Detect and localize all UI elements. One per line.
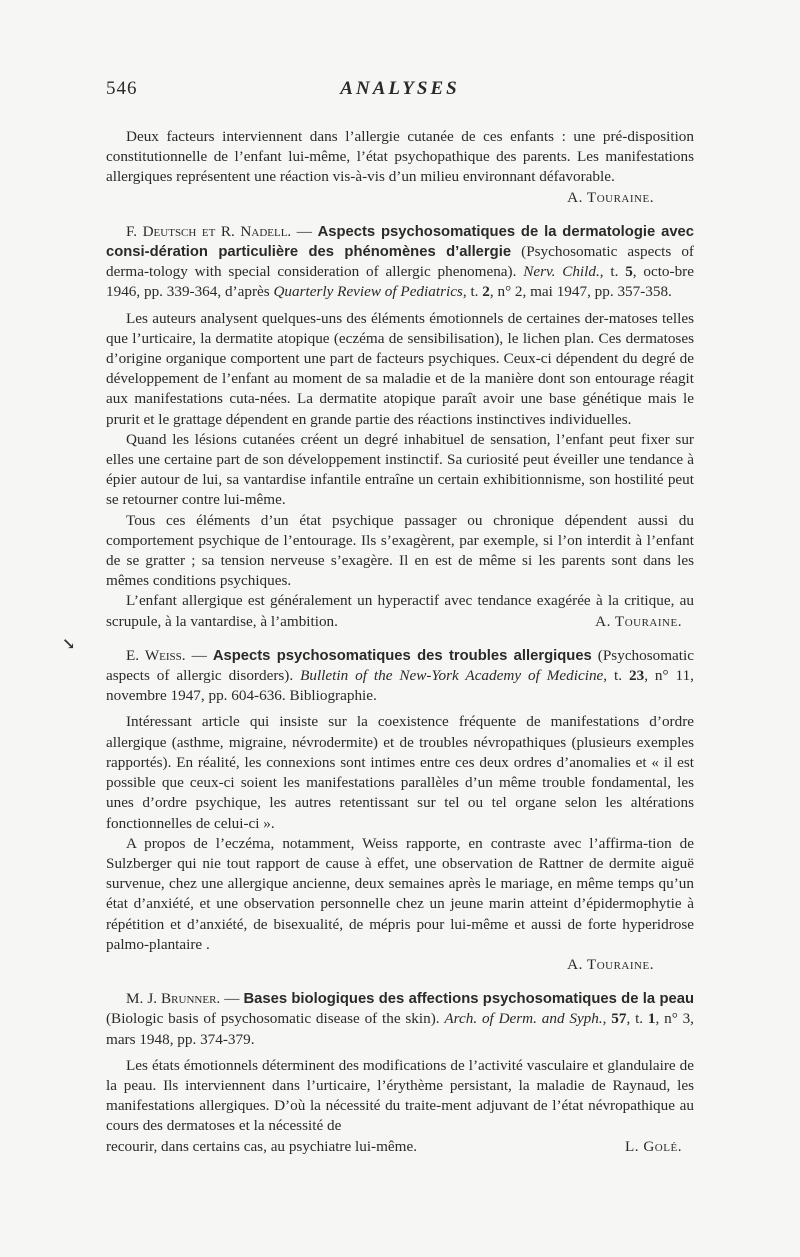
journal-name: Bulletin of the New-York Academy of Medicine — [300, 667, 604, 685]
volume: 2 — [482, 283, 490, 301]
entry-paragraph: Quand les lésions cutanées créent un degré inhabituel de sensation, l’enfant peut fixer sur elles une certaine part de son développement instinctif. Sa curiosité peut éveiller une tendance à épier autour de lui, sa vantardise infantile entraîne un certain exhibitionnisme, son hostilité peut se retourner contre lui-même. — [106, 430, 694, 509]
intro-signature-line — [106, 188, 694, 208]
entry-title: Bases biologiques des affections psychosomatiques de la peau — [243, 991, 694, 1008]
intro-block — [106, 127, 694, 208]
review-entry-brunner — [106, 989, 694, 1157]
volume: 23 — [629, 667, 645, 685]
volume: 5 — [625, 263, 633, 281]
signature: L. Golé. — [624, 1137, 682, 1155]
review-entry-deutsch — [106, 222, 694, 632]
review-entry-weiss — [106, 646, 694, 975]
entry-paragraph: Les auteurs analysent quelques-uns des éléments émotionnels de certaines der-matoses telles que l’urticaire, la dermatite atopique (eczéma de sensibilisation), le lichen plan. Ces dermatoses d’origine organique comportent une part de facteurs psychiques. Ceux-ci dépendent du degré de développement de l’enfant au moment de sa maladie et de la manière dont son entourage réagit aux manifestations cuta-nées. La dermatite atopique paraît avoir une base génétique mais le prurit et le grattage dépendent en grande partie des réactions instinctives individuelles. — [106, 309, 694, 428]
page-number: 546 — [106, 78, 138, 99]
signature: A. Touraine. — [567, 188, 654, 206]
entry-authors: M. J. Brunner. — [126, 990, 221, 1008]
running-title: ANALYSES — [340, 78, 460, 99]
journal-name: Nerv. Child. — [523, 263, 600, 281]
entry-heading: M. J. Brunner. — Bases biologiques des affections psychosomatiques de la peau (Biologic basis of psychosomatic disease of the skin). Arch. of Derm. and Syph., 57, t. 1, n° 3, mars 1948, pp. 374-379. — [106, 990, 694, 1048]
page-body — [106, 127, 694, 1157]
entry-paragraph: Tous ces éléments d’un état psychique passager ou chronique dépendent aussi du comportement psychique de l’entourage. Ils s’exagèrent, par exemple, si l’on interdit à l’enfant de se gratter ; sa tension nerveuse s’exagère. Il en est de même si les parents sont dans les mêmes conditions psychiques. — [106, 511, 694, 590]
entry-paragraph-tail: recourir, dans certains cas, au psychiatre lui-même. L. Golé. — [106, 1137, 694, 1157]
volume: 1 — [647, 1010, 656, 1028]
signature: A. Touraine. — [595, 612, 682, 630]
entry-paragraph: Intéressant article qui insiste sur la coexistence fréquente de manifestations d’ordre allergique (asthme, migraine, névrodermite) et de troubles névropathiques (plusieurs exemples rapportés). En réalité, les connexions sont intimes entre ces deux ordres d’anomalies et « il est possible que ceux-ci soient les manifestations parallèles d’un même trouble fondamental, les unes d’ordre psychique, les autres retentissant sur tel ou tel organe selon les altérations fonctionnelles de celui-ci ». — [106, 713, 694, 832]
entry-paragraph: L’enfant allergique est généralement un hyperactif avec tendance exagérée à la critique, au scrupule, à la vantardise, à l’ambition. A. Touraine. — [106, 591, 694, 631]
signature-line — [106, 955, 694, 975]
entry-authors: F. Deutsch et R. Nadell. — [126, 222, 292, 240]
margin-check-mark: ↘ — [62, 636, 76, 653]
entry-paragraph: A propos de l’eczéma, notamment, Weiss rapporte, en contraste avec l’affirma-tion de Sulzberger qui nie tout rapport de cause à effet, une observation de Rattner de dermite aiguë survenue, chez une allergique ancienne, deux semaines après le mariage, en même temps qu’un état d’anxiété, et une observation personnelle chez un jeune marin atteint d’épidermophytie à répétition et d’anxiété, de bisexualité, de mépris pour lui-même et aussi de forte hyperidrose palmo-plantaire . — [106, 834, 694, 953]
entry-authors: E. Weiss. — [126, 646, 186, 664]
intro-paragraph: Deux facteurs interviennent dans l’allergie cutanée de ces enfants : une pré-disposition constitutionnelle de l’enfant lui-même, l’état psychopathique des parents. Les manifestations allergiques représentent une réaction vis-à-vis d’un milieu environnant défavorable. — [106, 128, 694, 186]
journal-name: Arch. of Derm. and Syph. — [444, 1010, 603, 1028]
page-header — [106, 78, 694, 108]
signature: A. Touraine. — [567, 955, 654, 973]
entry-heading: E. Weiss. — Aspects psychosomatiques des troubles allergiques (Psychosomatic aspects of allergic disorders). Bulletin of the New-York Academy of Medicine, t. 23, n° 11, novembre 1947, pp. 604-636. Bibliographie. — [106, 646, 694, 705]
entry-title: Aspects psychosomatiques de la dermatologie avec consi-dération particulière des phénomènes d’allergie — [106, 223, 695, 261]
entry-paragraph: Les états émotionnels déterminent des modifications de l’activité vasculaire et glandulaire de la peau. Ils interviennent dans l’urticaire, l’érythème persistant, la maladie de Raynaud, les manifestations allergiques. D’où la nécessité du traite-ment adjuvant de l’état névropathique au cours des dermatoses et la nécessité de — [106, 1056, 694, 1135]
volume: 57 — [611, 1010, 627, 1028]
entry-heading: F. Deutsch et R. Nadell. — Aspects psychosomatiques de la dermatologie avec consi-dération particulière des phénomènes d’allergie (Psychosomatic aspects of derma-tology with special consideration of allergic phenomena). Nerv. Child., t. 5, octo-bre 1946, pp. 339-364, d’après Quarterly Review of Pediatrics, t. 2, n° 2, mai 1947, pp. 357-358. — [106, 222, 695, 301]
journal-name: Quarterly Review of Pediatrics — [273, 283, 463, 301]
entry-title: Aspects psychosomatiques des troubles allergiques — [212, 647, 592, 664]
